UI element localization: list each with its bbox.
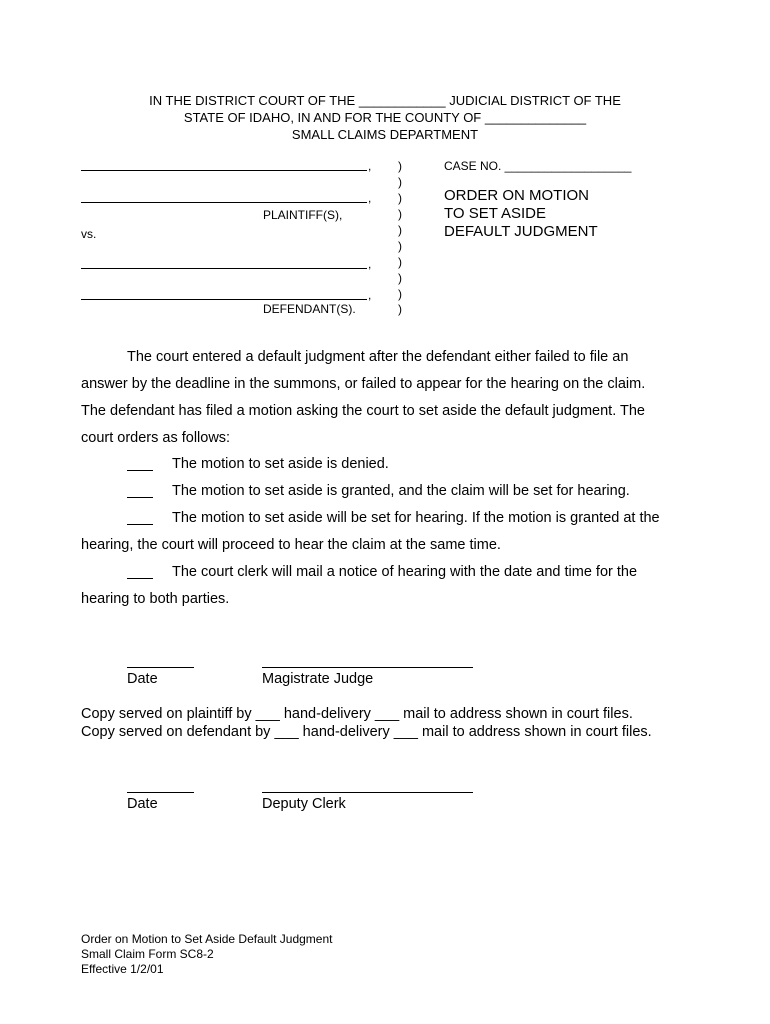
caption-parenthesis: ) xyxy=(398,191,402,205)
defendant-label: DEFENDANT(S). xyxy=(263,302,356,316)
option-denied-checkbox[interactable] xyxy=(127,470,153,471)
clerk-date-label: Date xyxy=(127,796,158,812)
plaintiff-name-blank-1[interactable] xyxy=(81,170,367,171)
option-notice-text-line-1: The court clerk will mail a notice of hearing with the date and time for the xyxy=(172,564,638,580)
intro-paragraph-line-3: The defendant has filed a motion asking the court to set aside the default judgment. The xyxy=(81,403,645,419)
caption-parenthesis: ) xyxy=(398,302,402,316)
option-hearing-text-line-1: The motion to set aside will be set for hearing. If the motion is granted at the xyxy=(172,510,660,526)
caption-parenthesis: ) xyxy=(398,159,402,173)
caption-parenthesis: ) xyxy=(398,287,402,301)
option-denied-text: The motion to set aside is denied. xyxy=(172,456,389,472)
defendant-name-blank-2[interactable] xyxy=(81,299,367,300)
plaintiff-label: PLAINTIFF(S), xyxy=(263,208,343,222)
option-hearing-checkbox[interactable] xyxy=(127,524,153,525)
defendant-name-blank-1[interactable] xyxy=(81,268,367,269)
judge-date-blank[interactable] xyxy=(127,667,194,668)
intro-paragraph-line-2: answer by the deadline in the summons, or failed to appear for the hearing on the claim. xyxy=(81,376,646,392)
caption-comma: , xyxy=(368,288,372,302)
footer-form-number: Small Claim Form SC8-2 xyxy=(81,947,214,961)
document-title-line-1: ORDER ON MOTION xyxy=(444,187,589,204)
case-number-field[interactable]: CASE NO. ___________________ xyxy=(444,159,632,173)
service-plaintiff-line: Copy served on plaintiff by ___ hand-delivery ___ mail to address shown in court files. xyxy=(81,706,633,722)
judge-date-label: Date xyxy=(127,671,158,687)
caption-parenthesis: ) xyxy=(398,271,402,285)
court-header-line-3: SMALL CLAIMS DEPARTMENT xyxy=(291,127,479,142)
clerk-date-blank[interactable] xyxy=(127,792,194,793)
judge-signature-blank[interactable] xyxy=(262,667,473,668)
intro-paragraph-line-1: The court entered a default judgment after the defendant either failed to file an xyxy=(127,349,629,365)
court-header-line-2: STATE OF IDAHO, IN AND FOR THE COUNTY OF ______________ xyxy=(183,110,587,125)
option-notice-text-line-2: hearing to both parties. xyxy=(81,591,230,607)
judge-signature-label: Magistrate Judge xyxy=(262,671,374,687)
caption-parenthesis: ) xyxy=(398,223,402,237)
document-title-line-3: DEFAULT JUDGMENT xyxy=(444,223,598,240)
caption-parenthesis: ) xyxy=(398,255,402,269)
option-notice-checkbox[interactable] xyxy=(127,578,153,579)
caption-comma: , xyxy=(368,257,372,271)
court-header-line-1: IN THE DISTRICT COURT OF THE ____________ JUDICIAL DISTRICT OF THE xyxy=(149,93,621,108)
caption-comma: , xyxy=(368,159,372,173)
vs-label: vs. xyxy=(81,227,97,241)
clerk-signature-label: Deputy Clerk xyxy=(262,796,346,812)
caption-parenthesis: ) xyxy=(398,207,402,221)
option-hearing-text-line-2: hearing, the court will proceed to hear the claim at the same time. xyxy=(81,537,501,553)
clerk-signature-blank[interactable] xyxy=(262,792,473,793)
intro-paragraph-line-4: court orders as follows: xyxy=(81,430,231,446)
footer-form-title: Order on Motion to Set Aside Default Judgment xyxy=(81,932,333,946)
option-granted-text: The motion to set aside is granted, and the claim will be set for hearing. xyxy=(172,483,630,499)
caption-parenthesis: ) xyxy=(398,175,402,189)
option-granted-checkbox[interactable] xyxy=(127,497,153,498)
caption-comma: , xyxy=(368,191,372,205)
footer-effective-date: Effective 1/2/01 xyxy=(81,962,164,976)
caption-parenthesis: ) xyxy=(398,239,402,253)
document-title-line-2: TO SET ASIDE xyxy=(444,205,546,222)
service-defendant-line: Copy served on defendant by ___ hand-delivery ___ mail to address shown in court files. xyxy=(81,724,652,740)
plaintiff-name-blank-2[interactable] xyxy=(81,202,367,203)
